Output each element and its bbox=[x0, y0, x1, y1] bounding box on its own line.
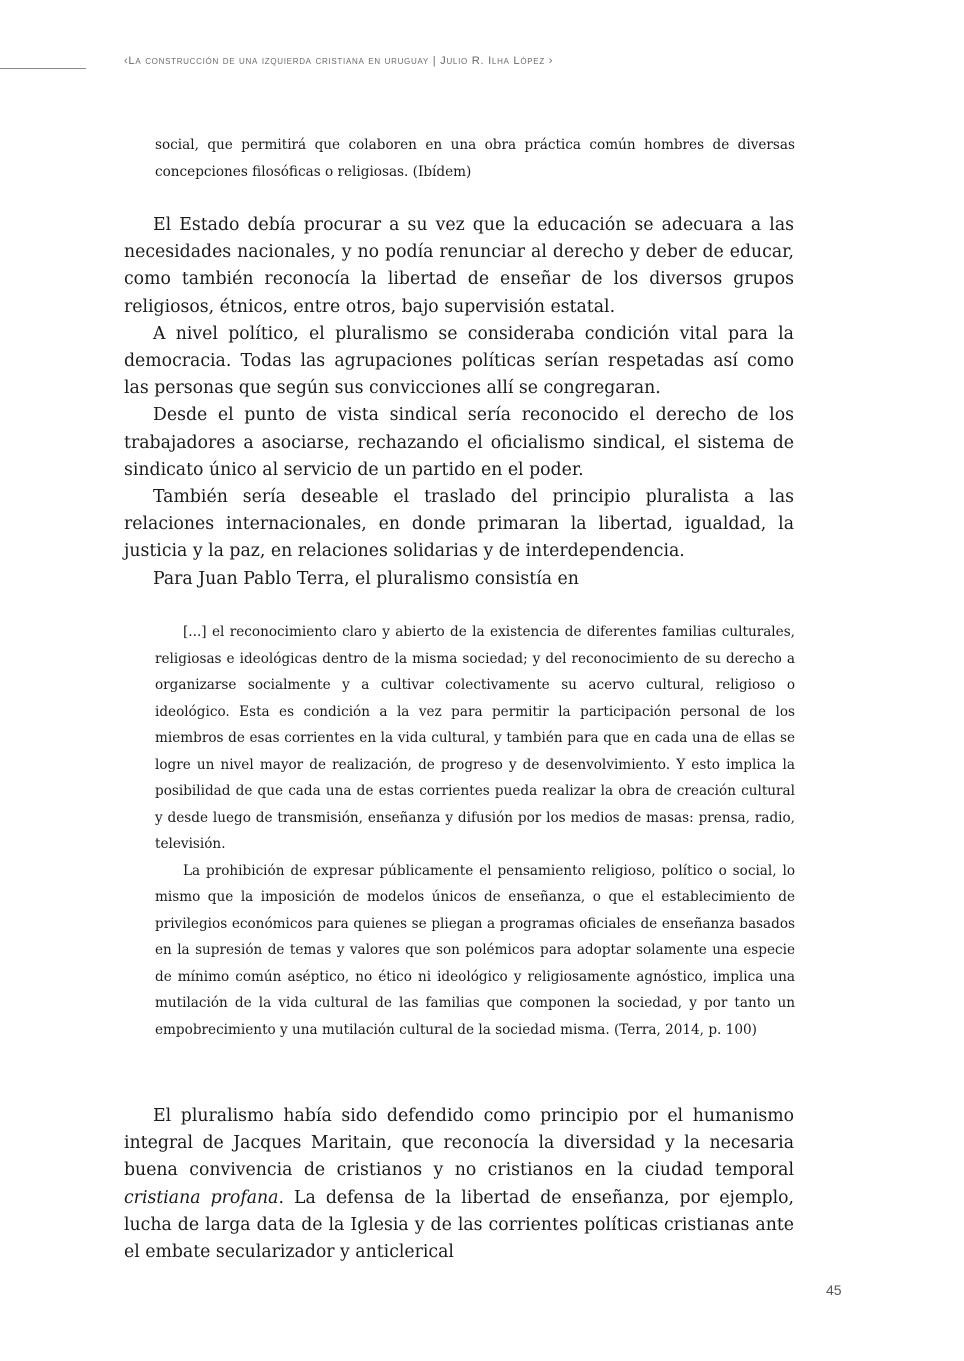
running-head: ‹La construcción de una izquierda cristiana en uruguay | Julio R. Ilha López › bbox=[124, 55, 554, 67]
page-number: 45 bbox=[826, 1282, 842, 1298]
block-quote-terra bbox=[155, 619, 795, 1043]
header-rule bbox=[0, 68, 86, 69]
body-paragraph-2: A nivel político, el pluralismo se consideraba condición vital para la democracia. Todas las agrupaciones políticas serían respetadas así como las personas que según sus convicciones allí se congregaran. bbox=[124, 323, 794, 399]
quote-paragraph-1: [...] el reconocimiento claro y abierto de la existencia de diferentes familias culturales, religiosas e ideológicas dentro de la misma sociedad; y del reconocimiento de su derecho a organizarse socialmente y a cultivar colectivamente su acervo cultural, religioso o ideológico. Esta es condición a la vez para permitir la participación personal de los miembros de esas corrientes en la vida cultural, y también para que en cada una de ellas se logre un nivel mayor de realización, de progreso y de desenvolvimiento. Y esto implica la posibilidad de que cada una de estas corrientes pueda realizar la obra de creación cultural y desde luego de transmisión, enseñanza y difusión por los medios de masas: prensa, radio, televisión. bbox=[155, 624, 795, 852]
italic-term: cristiana profana bbox=[124, 1187, 279, 1208]
body-paragraph-6 bbox=[124, 1103, 794, 1266]
body-paragraph-1: El Estado debía procurar a su vez que la educación se adecuara a las necesidades nacionales, y no podía renunciar al derecho y deber de educar, como también reconocía la libertad de enseñar de los diversos grupos religiosos, étnicos, entre otros, bajo supervisión estatal. bbox=[124, 215, 794, 317]
body-paragraph-4: También sería deseable el traslado del principio pluralista a las relaciones internacionales, en donde primaran la libertad, igualdad, la justicia y la paz, en relaciones solidarias y de interdependencia. bbox=[124, 487, 794, 562]
body-text-span: . La defensa de la libertad de enseñanza, por ejemplo, lucha de larga data de la Iglesia y de las corrientes políticas cristianas ante el embate secularizador y anticlerical bbox=[124, 1187, 794, 1263]
quote-paragraph: social, que permitirá que colaboren en una obra práctica común hombres de diversas concepciones filosóficas o religiosas. (Ibídem) bbox=[155, 137, 795, 180]
body-section-1 bbox=[124, 212, 794, 593]
quote-paragraph-2: La prohibición de expresar públicamente el pensamiento religioso, político o social, lo mismo que la imposición de modelos únicos de enseñanza, o que el establecimiento de privilegios económicos para quienes se pliegan a programas oficiales de enseñanza basados en la supresión de temas y valores que son polémicos para adoptar solamente una especie de mínimo común aséptico, no ético ni ideológico y religiosamente agnóstico, implica una mutilación de la vida cultural de las familias que componen la sociedad, y por tanto un empobrecimiento y una mutilación cultural de la sociedad misma. (Terra, 2014, p. 100) bbox=[155, 862, 795, 1038]
body-paragraph-3: Desde el punto de vista sindical sería reconocido el derecho de los trabajadores a asociarse, rechazando el oficialismo sindical, el sistema de sindicato único al servicio de un partido en el poder. bbox=[124, 405, 794, 480]
body-text-span: El pluralismo había sido defendido como principio por el humanismo integral de Jacques Maritain, que reconocía la diversidad y la necesaria buena convivencia de cristianos y no cristianos en la ciudad temporal bbox=[124, 1106, 794, 1181]
body-section-2 bbox=[124, 1103, 794, 1266]
block-quote-ibidem bbox=[155, 132, 795, 185]
body-paragraph-5: Para Juan Pablo Terra, el pluralismo consistía en bbox=[153, 568, 579, 589]
